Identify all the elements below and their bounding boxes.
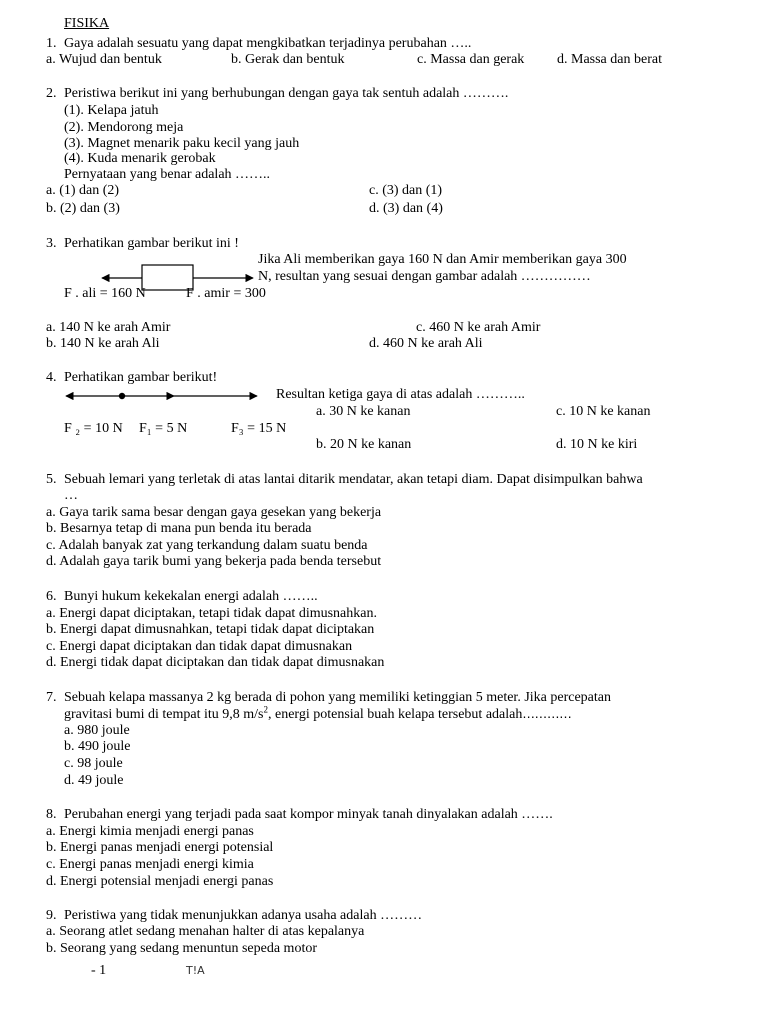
q2-option-c: c. (3) dan (1) [369,183,443,198]
q6-option-a: a. Energi dapat diciptakan, tetapi tidak dapat dimusnahkan. [46,606,377,621]
q5-option-c: c. Adalah banyak zat yang terkandung dalam suatu benda [46,538,368,553]
q3-description-line1: Jika Ali memberikan gaya 160 N dan Amir memberikan gaya 300 [258,252,627,267]
q4-option-a: a. 30 N ke kanan [316,404,411,419]
q2-option-b: b. (2) dan (3) [46,201,120,216]
q1-option-a: a. Wujud dan bentuk [46,52,162,67]
q9-text: Peristiwa yang tidak menunjukkan adanya usaha adalah ……… [64,908,423,923]
q2-text: Peristiwa berikut ini yang berhubungan dengan gaya tak sentuh adalah ………. [64,86,509,101]
q7-dots: ………… [522,706,572,721]
q4-origin-point [119,393,125,399]
q8-option-b: b. Energi panas menjadi energi potensial [46,840,274,855]
q9-option-a: a. Seorang atlet sedang menahan halter di atas kepalanya [46,924,365,939]
q4-text: Perhatikan gambar berikut! [64,370,218,385]
q8-number: 8. [46,807,57,822]
q5-number: 5. [46,472,57,487]
q9-number: 9. [46,908,57,923]
q4-number: 4. [46,370,57,385]
q3-label-ali: F . ali = 160 N [64,286,146,301]
q4-label-f2: F ₂ = 10 N [64,421,123,436]
q6-text: Bunyi hukum kekekalan energi adalah …….. [64,589,318,604]
q3-option-a: a. 140 N ke arah Amir [46,320,171,335]
q7-option-a: a. 980 joule [64,723,130,738]
q5-text: Sebuah lemari yang terletak di atas lantai ditarik mendatar, akan tetapi diam. Dapat disimpulkan bahwa [64,472,643,487]
q1-option-b: b. Gerak dan bentuk [231,52,345,67]
q2-item: (2). Mendorong meja [64,120,184,135]
q5-text-continuation: … [64,488,78,503]
q7-option-c: c. 98 joule [64,756,123,771]
q3-description-line2: N, resultan yang sesuai dengan gambar adalah …………… [258,269,591,284]
q7-energy-text: , energi potensial buah kelapa tersebut adalah [267,707,523,722]
q3-option-c: c. 460 N ke arah Amir [416,320,541,335]
q2-item: (1). Kelapa jatuh [64,103,159,118]
subject-title: FISIKA [64,16,110,31]
q4-option-c: c. 10 N ke kanan [556,404,651,419]
q5-option-b: b. Besarnya tetap di mana pun benda itu berada [46,521,312,536]
q3-label-amir: F . amir = 300 [186,286,266,301]
q7-option-d: d. 49 joule [64,773,124,788]
q2-item: (3). Magnet menarik paku kecil yang jauh [64,136,300,151]
q1-text: Gaya adalah sesuatu yang dapat mengkibatkan terjadinya perubahan ….. [64,36,472,51]
q3-text: Perhatikan gambar berikut ini ! [64,236,239,251]
q7-gravity-text: gravitasi bumi di tempat itu 9,8 m/s [64,707,264,722]
q1-number: 1. [46,36,57,51]
q8-option-a: a. Energi kimia menjadi energi panas [46,824,254,839]
q4-option-b: b. 20 N ke kanan [316,437,412,452]
q7-text: Sebuah kelapa massanya 2 kg berada di pohon yang memiliki ketinggian 5 meter. Jika percepatan [64,690,611,705]
q6-number: 6. [46,589,57,604]
q6-option-b: b. Energi dapat dimusnahkan, tetapi tidak dapat diciptakan [46,622,375,637]
q4-label-f3: F₃ = 15 N [231,421,287,436]
q2-item: (4). Kuda menarik gerobak [64,151,216,166]
q3-number: 3. [46,236,57,251]
q3-option-b: b. 140 N ke arah Ali [46,336,160,351]
q9-option-b: b. Seorang yang sedang menuntun sepeda motor [46,941,317,956]
q1-option-d: d. Massa dan berat [557,52,662,67]
page-number: - 1 [91,963,107,978]
q8-option-d: d. Energi potensial menjadi energi panas [46,874,274,889]
q7-exponent: 2 [263,704,268,715]
q7-option-b: b. 490 joule [64,739,131,754]
q6-option-d: d. Energi tidak dapat diciptakan dan tidak dapat dimusnakan [46,655,385,670]
q4-question: Resultan ketiga gaya di atas adalah ……….. [276,387,525,402]
q2-option-a: a. (1) dan (2) [46,183,120,198]
q2-prompt: Pernyataan yang benar adalah …….. [64,167,271,182]
q3-option-d: d. 460 N ke arah Ali [369,336,483,351]
q5-option-a: a. Gaya tarik sama besar dengan gaya gesekan yang bekerja [46,505,382,520]
q2-number: 2. [46,86,57,101]
q4-option-d: d. 10 N ke kiri [556,437,638,452]
footer-code: T!A [186,964,205,977]
q4-label-f1: F₁ = 5 N [139,421,188,436]
q6-option-c: c. Energi dapat diciptakan dan tidak dapat dimusnakan [46,639,353,654]
q8-option-c: c. Energi panas menjadi energi kimia [46,857,254,872]
q7-text-line2 [64,706,572,723]
q5-option-d: d. Adalah gaya tarik bumi yang bekerja pada benda tersebut [46,554,382,569]
q8-text: Perubahan energi yang terjadi pada saat kompor minyak tanah dinyalakan adalah ……. [64,807,553,822]
q1-option-c: c. Massa dan gerak [417,52,525,67]
q7-number: 7. [46,690,57,705]
q2-option-d: d. (3) dan (4) [369,201,443,216]
